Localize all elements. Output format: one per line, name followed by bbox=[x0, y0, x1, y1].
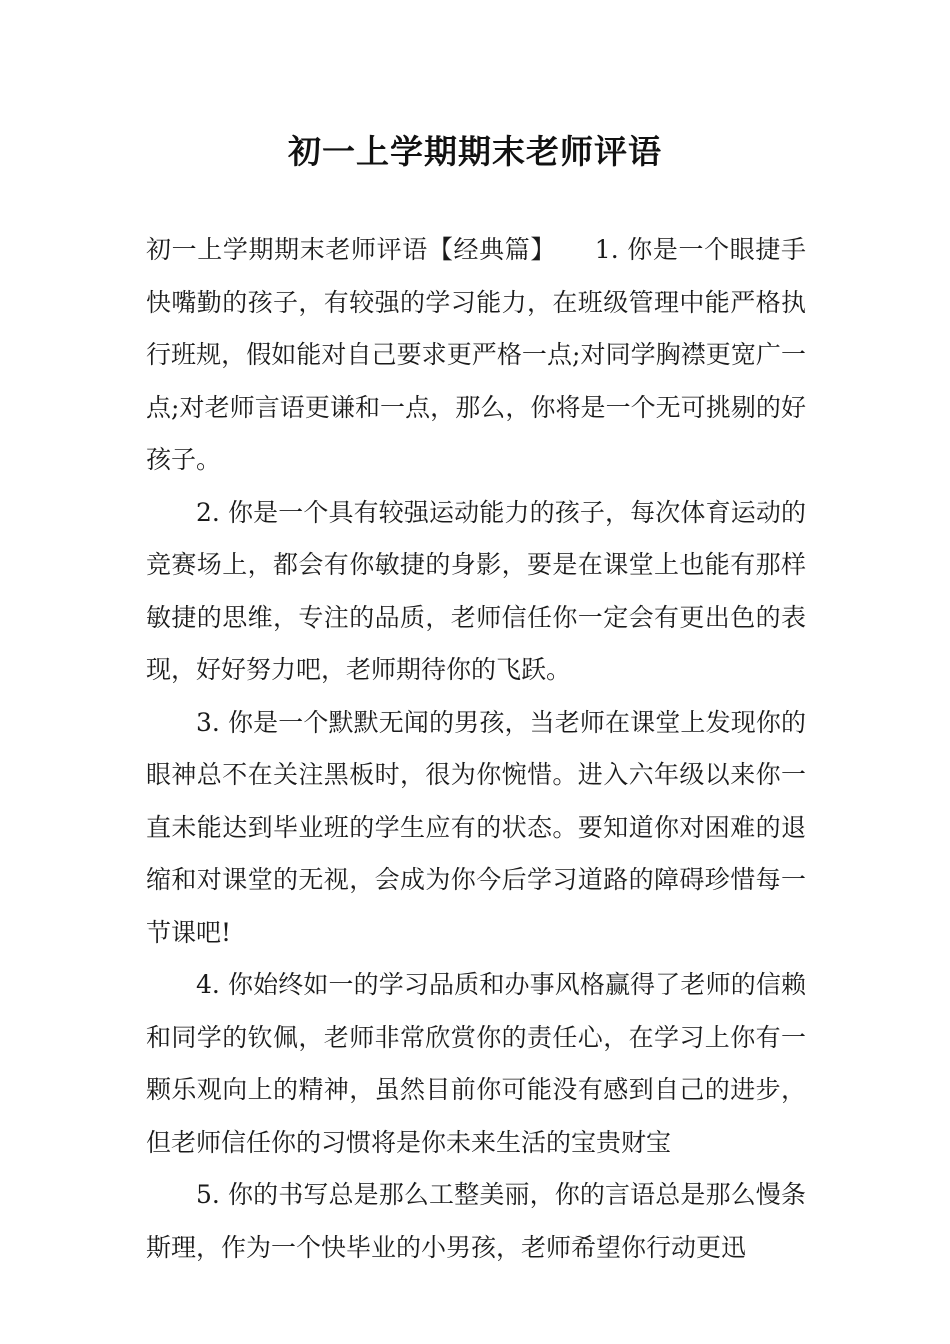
paragraph-comment-5: 5. 你的书写总是那么工整美丽，你的言语总是那么慢条斯理，作为一个快毕业的小男孩，老师希望你行动更迅 bbox=[146, 1180, 806, 1262]
paragraph-comment-3: 3. 你是一个默默无闻的男孩，当老师在课堂上发现你的眼神总不在关注黑板时，很为你惋惜。进入六年级以来你一直未能达到毕业班的学生应有的状态。要知道你对困难的退缩和对课堂的无视，会成为你今后学习道路的障碍珍惜每一节课吧! bbox=[146, 707, 806, 947]
paragraph-intro-comment-1: 初一上学期期末老师评语【经典篇】 1. 你是一个眼捷手快嘴勤的孩子，有较强的学习能力，在班级管理中能严格执行班规，假如能对自己要求更严格一点;对同学胸襟更宽广一点;对老师言语更谦和一点，那么，你将是一个无可挑剔的好孩子。 bbox=[146, 235, 806, 474]
paragraph-comment-4: 4. 你始终如一的学习品质和办事风格赢得了老师的信赖和同学的钦佩，老师非常欣赏你的责任心，在学习上你有一颗乐观向上的精神，虽然目前你可能没有感到自己的进步，但老师信任你的习惯将是你未来生活的宝贵财宝 bbox=[146, 970, 806, 1157]
page-title: 初一上学期期末老师评语 bbox=[288, 132, 662, 171]
paragraph-comment-2: 2. 你是一个具有较强运动能力的孩子，每次体育运动的竞赛场上，都会有你敏捷的身影，要是在课堂上也能有那样敏捷的思维，专注的品质，老师信任你一定会有更出色的表现，好好努力吧，老师期待你的飞跃。 bbox=[146, 497, 806, 684]
document-body bbox=[146, 224, 806, 1274]
